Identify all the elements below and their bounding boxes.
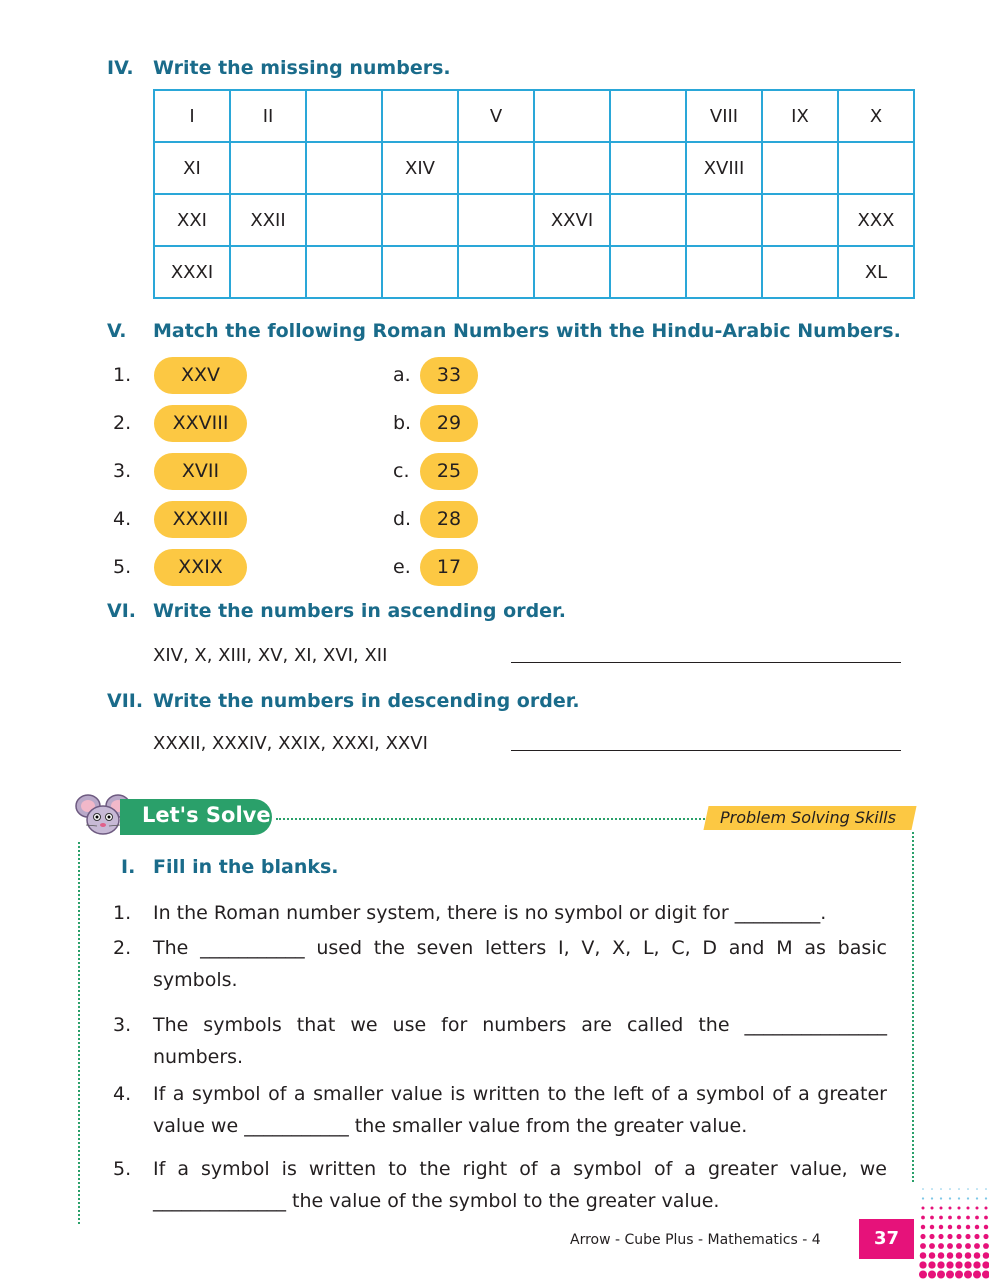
dot [985, 1188, 987, 1190]
grid-cell-blank[interactable] [230, 142, 306, 194]
grid-cell-blank[interactable] [382, 246, 458, 298]
grid-cell-blank[interactable] [382, 90, 458, 142]
arabic-pill[interactable]: 25 [420, 453, 478, 490]
grid-cell: XL [838, 246, 914, 298]
page-number: 37 [873, 1228, 900, 1249]
dot [939, 1206, 942, 1209]
question-text: In the Roman number system, there is no symbol or digit for _________. [153, 902, 827, 924]
dot [948, 1206, 951, 1209]
match-left-number: 5. [113, 556, 132, 578]
dot [966, 1206, 969, 1209]
dot [930, 1225, 934, 1229]
grid-cell-blank[interactable] [762, 194, 838, 246]
footer-text: Arrow - Cube Plus - Mathematics - 4 [570, 1232, 821, 1248]
section-number: I. [121, 856, 136, 878]
dot [940, 1188, 942, 1190]
dot [957, 1216, 961, 1220]
section-title: Match the following Roman Numbers with the Hindu-Arabic Numbers. [153, 320, 901, 342]
grid-cell-blank[interactable] [230, 246, 306, 298]
question-number: 4. [113, 1083, 132, 1105]
grid-row [154, 194, 914, 246]
dot [922, 1188, 924, 1190]
dot [928, 1261, 935, 1268]
dot [939, 1216, 943, 1220]
section-number: VII. [107, 690, 144, 712]
grid-cell-blank[interactable] [382, 194, 458, 246]
match-left-number: 2. [113, 412, 132, 434]
section-number: VI. [107, 600, 136, 622]
section-title: Fill in the blanks. [153, 856, 339, 878]
grid-cell: I [154, 90, 230, 142]
dot [976, 1188, 978, 1190]
grid-cell: XIV [382, 142, 458, 194]
question-number: 3. [113, 1014, 132, 1036]
dot [983, 1234, 988, 1239]
dot [947, 1243, 953, 1249]
dot [955, 1271, 963, 1279]
grid-row [154, 142, 914, 194]
grid-row [154, 90, 914, 142]
roman-pill[interactable]: XXVIII [154, 405, 247, 442]
dot [937, 1271, 945, 1279]
descending-list: XXXII, XXXIV, XXIX, XXXI, XXVI [153, 733, 428, 754]
grid-cell-blank[interactable] [306, 194, 382, 246]
question-text: If a symbol is written to the right of a symbol of a greater value, we ______________ the value of the symbol to the greater value. [153, 1158, 887, 1212]
dot [974, 1234, 979, 1239]
match-left-number: 3. [113, 460, 132, 482]
dot [956, 1252, 963, 1259]
dot [976, 1197, 978, 1199]
dot [920, 1252, 927, 1259]
match-right-letter: b. [393, 412, 412, 434]
dot [957, 1206, 960, 1209]
grid-cell-blank[interactable] [458, 142, 534, 194]
dot [984, 1216, 988, 1220]
problem-solving-label: Problem Solving Skills [720, 808, 896, 827]
dot [931, 1188, 933, 1190]
dot [984, 1225, 988, 1229]
dot [983, 1252, 989, 1259]
dot [974, 1243, 980, 1249]
dot [975, 1206, 978, 1209]
dot [928, 1271, 936, 1279]
dot [957, 1225, 961, 1229]
section-number: IV. [107, 57, 134, 79]
dot [919, 1271, 927, 1279]
dot [929, 1243, 935, 1249]
dot [965, 1243, 971, 1249]
grid-cell-blank[interactable] [306, 142, 382, 194]
grid-cell: XXVI [534, 194, 610, 246]
dot [922, 1197, 924, 1199]
grid-cell: XVIII [686, 142, 762, 194]
roman-grid [153, 89, 915, 299]
grid-cell: XXXI [154, 246, 230, 298]
dot [947, 1234, 952, 1239]
grid-cell: XXI [154, 194, 230, 246]
grid-cell-blank[interactable] [610, 142, 686, 194]
dot [929, 1234, 934, 1239]
dotted-border-right [912, 832, 914, 1182]
grid-cell: II [230, 90, 306, 142]
question-number: 2. [113, 937, 132, 959]
arabic-pill[interactable]: 33 [420, 357, 478, 394]
dot [982, 1261, 989, 1268]
grid-cell: IX [762, 90, 838, 142]
grid-cell-blank[interactable] [458, 246, 534, 298]
dot [956, 1243, 962, 1249]
grid-cell: V [458, 90, 534, 142]
question-number: 1. [113, 902, 132, 924]
dot [985, 1197, 987, 1199]
roman-pill[interactable]: XVII [154, 453, 247, 490]
dot [921, 1225, 925, 1229]
match-right-letter: c. [393, 460, 410, 482]
match-left-number: 4. [113, 508, 132, 530]
dot [937, 1261, 944, 1268]
dot [948, 1225, 952, 1229]
dot [949, 1188, 951, 1190]
grid-cell-blank[interactable] [458, 194, 534, 246]
roman-pill[interactable]: XXXIII [154, 501, 247, 538]
roman-pill[interactable]: XXIX [154, 549, 247, 586]
dot [930, 1206, 933, 1209]
question-text: The symbols that we use for numbers are called the _______________ numbers. [153, 1014, 887, 1068]
dot [929, 1252, 936, 1259]
arabic-pill[interactable]: 17 [420, 549, 478, 586]
question-text: If a symbol of a smaller value is written to the left of a symbol of a greater value we ___________ the smaller value from the greater value. [153, 1083, 887, 1137]
grid-cell-blank[interactable] [534, 246, 610, 298]
dot [931, 1197, 933, 1199]
dot [966, 1225, 970, 1229]
dot [921, 1216, 925, 1220]
match-right-letter: a. [393, 364, 411, 386]
grid-cell-blank[interactable] [306, 246, 382, 298]
match-right-letter: d. [393, 508, 412, 530]
dot [974, 1252, 981, 1259]
grid-cell-blank[interactable] [306, 90, 382, 142]
dot [938, 1243, 944, 1249]
dot [948, 1216, 952, 1220]
dot [946, 1271, 954, 1279]
roman-pill[interactable]: XXV [154, 357, 247, 394]
dot [973, 1261, 980, 1268]
ascending-list: XIV, X, XIII, XV, XI, XVI, XII [153, 645, 388, 666]
dot [919, 1261, 926, 1268]
arabic-pill[interactable]: 29 [420, 405, 478, 442]
dot [946, 1261, 953, 1268]
match-left-number: 1. [113, 364, 132, 386]
dot [967, 1188, 969, 1190]
dot [938, 1234, 943, 1239]
question-number: 5. [113, 1158, 132, 1180]
grid-cell-blank[interactable] [686, 194, 762, 246]
grid-cell: X [838, 90, 914, 142]
grid-cell-blank[interactable] [686, 246, 762, 298]
dot [940, 1197, 942, 1199]
fill-blanks-heading [121, 856, 339, 878]
dot [973, 1271, 981, 1279]
dot [975, 1216, 979, 1220]
dot [964, 1261, 971, 1268]
dot [964, 1271, 972, 1279]
section-title: Write the numbers in descending order. [153, 690, 580, 712]
section-5-heading [107, 320, 901, 342]
page-number-badge [859, 1219, 914, 1259]
dot [958, 1197, 960, 1199]
grid-row [154, 246, 914, 298]
grid-cell-blank[interactable] [610, 90, 686, 142]
dot [967, 1197, 969, 1199]
dot [956, 1234, 961, 1239]
grid-cell-blank[interactable] [762, 246, 838, 298]
dot [920, 1234, 925, 1239]
dot [965, 1252, 972, 1259]
answer-line[interactable] [511, 750, 901, 751]
dot [983, 1243, 989, 1249]
grid-cell: XXX [838, 194, 914, 246]
section-title: Write the missing numbers. [153, 57, 451, 79]
dot [955, 1261, 962, 1268]
section-7-heading [107, 690, 580, 712]
grid-cell-blank[interactable] [610, 194, 686, 246]
dotted-border-top [276, 818, 708, 820]
section-number: V. [107, 320, 127, 342]
grid-cell-blank[interactable] [534, 90, 610, 142]
dot [984, 1206, 987, 1209]
dot [921, 1206, 924, 1209]
dotted-border-left [78, 842, 80, 1224]
dot [939, 1225, 943, 1229]
grid-cell: VIII [686, 90, 762, 142]
answer-line[interactable] [511, 662, 901, 663]
arabic-pill[interactable]: 28 [420, 501, 478, 538]
section-4-heading [107, 57, 451, 79]
dot [938, 1252, 945, 1259]
grid-cell-blank[interactable] [838, 142, 914, 194]
lets-solve-label: Let's Solve [142, 803, 271, 827]
dot-pattern-decoration [918, 1183, 989, 1280]
dot [966, 1216, 970, 1220]
section-6-heading [107, 600, 566, 622]
dot [982, 1271, 989, 1279]
dot [949, 1197, 951, 1199]
dot [930, 1216, 934, 1220]
grid-cell-blank[interactable] [762, 142, 838, 194]
section-title: Write the numbers in ascending order. [153, 600, 566, 622]
dot [975, 1225, 979, 1229]
grid-cell: XI [154, 142, 230, 194]
dot [965, 1234, 970, 1239]
dot [947, 1252, 954, 1259]
dot [920, 1243, 926, 1249]
grid-cell-blank[interactable] [610, 246, 686, 298]
grid-cell-blank[interactable] [534, 142, 610, 194]
match-right-letter: e. [393, 556, 411, 578]
grid-cell: XXII [230, 194, 306, 246]
question-text: The ___________ used the seven letters I, V, X, L, C, D and M as basic symbols. [153, 937, 887, 991]
dot [958, 1188, 960, 1190]
